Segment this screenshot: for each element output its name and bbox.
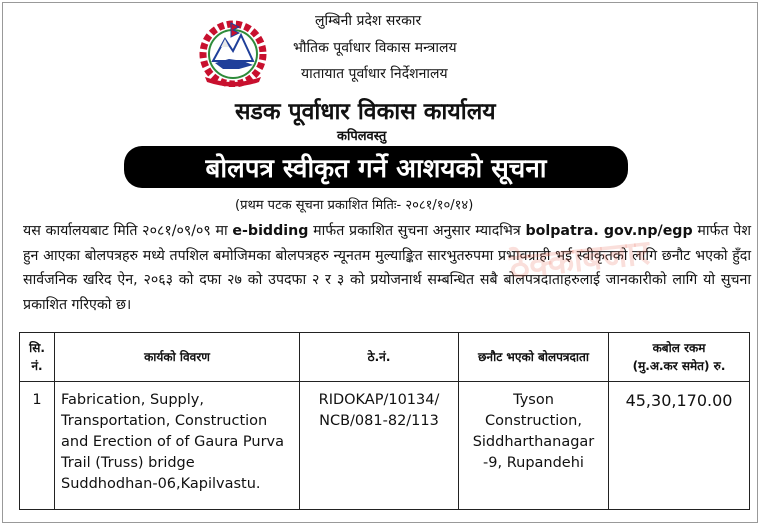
header-government: लुम्बिनी प्रदेश सरकार — [315, 13, 422, 29]
header-bid-amount — [609, 333, 750, 382]
publish-date-note: (प्रथम पटक सूचना प्रकाशित मितिः- २०८१/१०/१४) — [235, 198, 474, 213]
cell-selected-bidder: Tyson Construction, Siddharthanagar -9, Rupandehi — [459, 382, 609, 510]
body-ebidding: e-bidding — [232, 223, 309, 239]
nepal-coat-of-arms-icon — [189, 17, 277, 87]
header-ministry: भौतिक पूर्वाधार विकास मन्त्रालय — [293, 40, 457, 56]
body-part-1: यस कार्यालयबाट मिति २०८१/०९/०९ मा — [23, 223, 233, 239]
cell-work-description: Fabrication, Supply, Transportation, Construction and Erection of of Gaura Purva Trail (Truss) bridge Suddhodhan-06,Kapilvastu. — [55, 382, 300, 510]
notice-title-banner — [124, 146, 628, 188]
header-amount-line2: (मु.अ.कर समेत) रु. — [632, 359, 726, 373]
cell-bid-amount: 45,30,170.00 — [609, 382, 750, 510]
district-name: कपिलवस्तु — [337, 129, 387, 144]
notice-body — [23, 219, 751, 317]
header-amount-line1: कबोल रकम — [652, 341, 706, 355]
header-contract-no: ठे.नं. — [300, 333, 459, 382]
watermark: ठेक्काबजार — [507, 232, 652, 288]
office-title: सडक पूर्वाधार विकास कार्यालय — [235, 99, 496, 125]
body-part-2: मार्फत प्रकाशित सुचना अनुसार म्यादभित्र — [308, 223, 526, 239]
body-portal-link: bolpatra. gov.np/egp — [525, 223, 693, 239]
cell-contract-no: RIDOKAP/10134/ NCB/081-82/113 — [300, 382, 459, 510]
header-directorate: यातायात पूर्वाधार निर्देशनालय — [301, 66, 448, 82]
body-part-3: मार्फत पेश हुन आएका बोलपत्रहरु मध्ये तपशिल बमोजिमका बोलपत्रहरु न्यूनतम मुल्याङ्कित सारभुतरुपमा प्रभावग्राही भई स्वीकृतको लागि छनौट भएको हुँदा सार्वजनिक खरिद ऐन, २०६३ को दफा २७ को उपदफा २ र ३ को प्रयोजनार्थ सम्बन्धित सबै बोलपत्रदाताहरुलाई जानकारीको लागि यो सुचना प्रकाशित गरिएको छ। — [23, 223, 751, 313]
cell-sn: 1 — [20, 382, 55, 510]
table-row — [20, 382, 750, 510]
table-header-row — [20, 333, 750, 382]
header-work-description: कार्यको विवरण — [55, 333, 300, 382]
header-selected-bidder: छनौट भएको बोलपत्रदाता — [459, 333, 609, 382]
tender-table — [19, 332, 750, 510]
notice-title: बोलपत्र स्वीकृत गर्ने आशयको सूचना — [205, 154, 547, 184]
header-sn: सि. नं. — [20, 333, 55, 382]
